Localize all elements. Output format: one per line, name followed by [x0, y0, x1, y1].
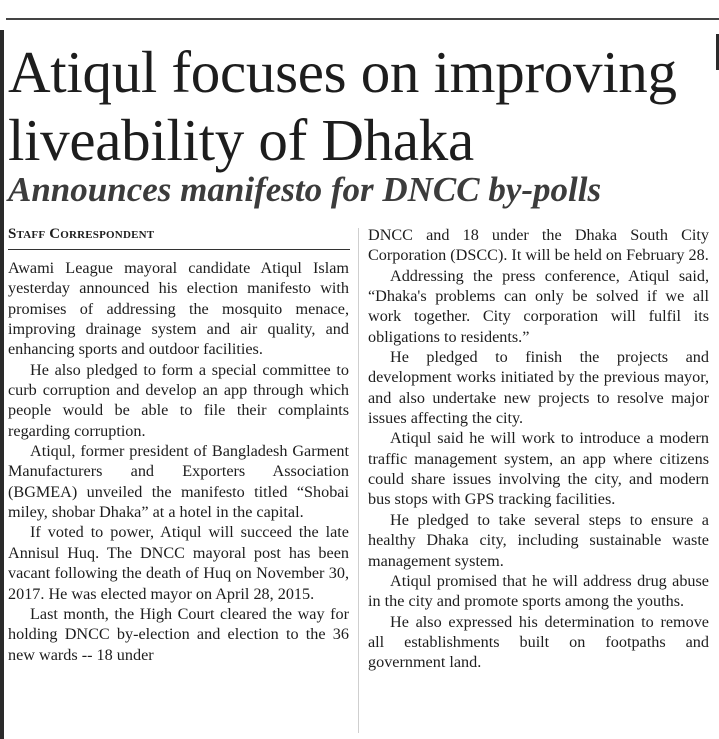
paragraph: Atiqul, former president of Bangladesh Garment Manufacturers and Exporters Association (BGMEA) unveiled the manifesto titled “Shobai miley, shobar Dhaka” at a hotel in the capital.	[8, 442, 349, 522]
paragraph: Atiqul promised that he will address drug abuse in the city and promote sports among the youths.	[368, 571, 709, 611]
paragraph: He pledged to take several steps to ensure a healthy Dhaka city, including sustainable waste management system.	[368, 510, 709, 570]
article-headline: Atiqul focuses on improving liveability of Dhaka	[8, 39, 677, 173]
paragraph: Addressing the press conference, Atiqul said, “Dhaka's problems can only be solved if we all work together. City corporation will fulfil its obligations to residents.”	[368, 266, 709, 346]
paragraph: If voted to power, Atiqul will succeed the late Annisul Huq. The DNCC mayoral post has been vacant following the death of Huq on November 30, 2017. He was elected mayor on April 28, 2015.	[8, 523, 349, 603]
paragraph: DNCC and 18 under the Dhaka South City Corporation (DSCC). It will be held on February 28.	[368, 226, 709, 265]
paragraph: He also pledged to form a special committee to curb corruption and develop an app through which people would be able to file their complaints regarding corruption.	[8, 360, 349, 440]
article-column-left	[8, 258, 349, 665]
scan-left-edge	[0, 30, 4, 739]
article-subheadline: Announces manifesto for DNCC by-polls	[8, 170, 602, 209]
paragraph: He pledged to finish the projects and development works initiated by the previous mayor, and also undertake new projects to resolve major issues affecting the city.	[368, 348, 709, 428]
paragraph: He also expressed his determination to remove all establishments built on footpaths and government land.	[368, 612, 709, 672]
paragraph: Awami League mayoral candidate Atiqul Islam yesterday announced his election manifesto with promises of addressing the mosquito menace, improving drainage system and air quality, and enhancing sports and outdoor facilities.	[8, 259, 349, 359]
paragraph: Last month, the High Court cleared the way for holding DNCC by-election and election to the 36 new wards -- 18 under	[8, 604, 349, 664]
byline: Staff Correspondent	[8, 226, 155, 242]
byline-rule	[8, 249, 350, 250]
column-divider	[358, 228, 359, 733]
paragraph: Atiqul said he will work to introduce a modern traffic management system, an app where citizens could share issues involving the city, and modern bus stops with GPS tracking facilities.	[368, 429, 709, 509]
article-column-right	[368, 225, 709, 673]
top-rule	[6, 18, 719, 20]
clipped-previous-text	[0, 0, 719, 6]
